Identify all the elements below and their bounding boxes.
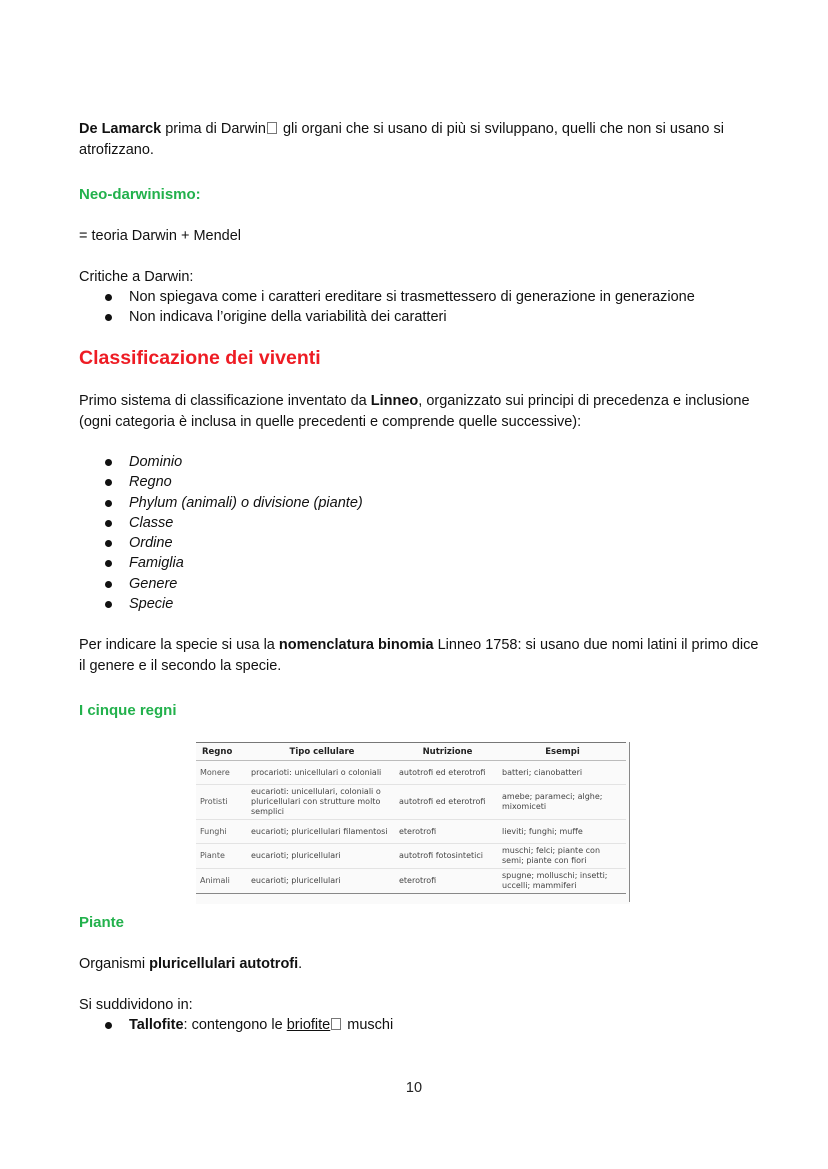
list-item: Non indicava l’origine della variabilità dei caratteri [79,307,695,327]
list-item: Classe [79,513,363,533]
heading-piante: Piante [79,914,125,931]
list-item: Dominio [79,452,363,472]
missing-glyph-icon [331,1018,341,1030]
categorie-list [79,452,363,614]
list-item: Ordine [79,533,363,553]
suddivisione-list [79,1015,393,1035]
missing-glyph-icon [267,122,277,134]
heading-cinque-regni: I cinque regni [79,702,177,719]
table-header-row: Regno Tipo cellulare Nutrizione Esempi [196,743,626,761]
table-row: Animali eucarioti; pluricellulari eterotrofi spugne; molluschi; insetti; uccelli; mammiferi [196,869,626,894]
neo-darwinismo-definition: = teoria Darwin + Mendel [79,228,241,244]
table-row: Protisti eucarioti: unicellulari, coloniali o pluricellulari con strutture molto semplici autotrofi ed eterotrofi amebe; parameci; alghe; mixomiceti [196,785,626,820]
page-number: 10 [405,1080,423,1096]
table-row: Monere procarioti: unicellulari o coloniali autotrofi ed eterotrofi batteri; cianobatteri [196,761,626,785]
table-row: Funghi eucarioti; pluricellulari filamentosi eterotrofi lieviti; funghi; muffe [196,820,626,844]
list-item: Non spiegava come i caratteri ereditare si trasmettessero di generazione in generazione [79,287,695,307]
list-item: Genere [79,574,363,594]
heading-classificazione: Classificazione dei viventi [79,347,321,369]
cinque-regni-table [196,742,626,894]
list-item: Specie [79,594,363,614]
cinque-regni-table-image [196,742,630,904]
critiche-label: Critiche a Darwin: [79,269,194,285]
list-item: Famiglia [79,553,363,573]
list-item: Phylum (animali) o divisione (piante) [79,493,363,513]
lamarck-name: De Lamarck [79,121,162,137]
list-item: Regno [79,472,363,492]
suddivisione-label: Si suddividono in: [79,997,193,1013]
table-row: Piante eucarioti; pluricellulari autotrofi fotosintetici muschi; felci; piante con semi; piante con fiori [196,844,626,869]
briofite-link[interactable]: briofite [286,1017,331,1033]
nomenclatura-paragraph: Per indicare la specie si usa la nomenclatura binomia Linneo 1758: si usano due nomi latini il primo dice il genere e il secondo la specie. [79,637,759,674]
piante-definition: Organismi pluricellulari autotrofi. [79,956,303,972]
list-item: Tallofite: contengono le briofite muschi [79,1015,393,1035]
critiche-list [79,287,695,328]
heading-neo-darwinismo: Neo-darwinismo: [79,186,201,203]
lamarck-paragraph: De Lamarck prima di Darwin gli organi che si usano di più si sviluppano, quelli che non si usano si atrofizzano. [79,121,724,158]
linneo-paragraph: Primo sistema di classificazione inventato da Linneo, organizzato sui principi di precedenza e inclusione (ogni categoria è inclusa in quelle precedenti e comprende quelle successive): [79,393,750,430]
